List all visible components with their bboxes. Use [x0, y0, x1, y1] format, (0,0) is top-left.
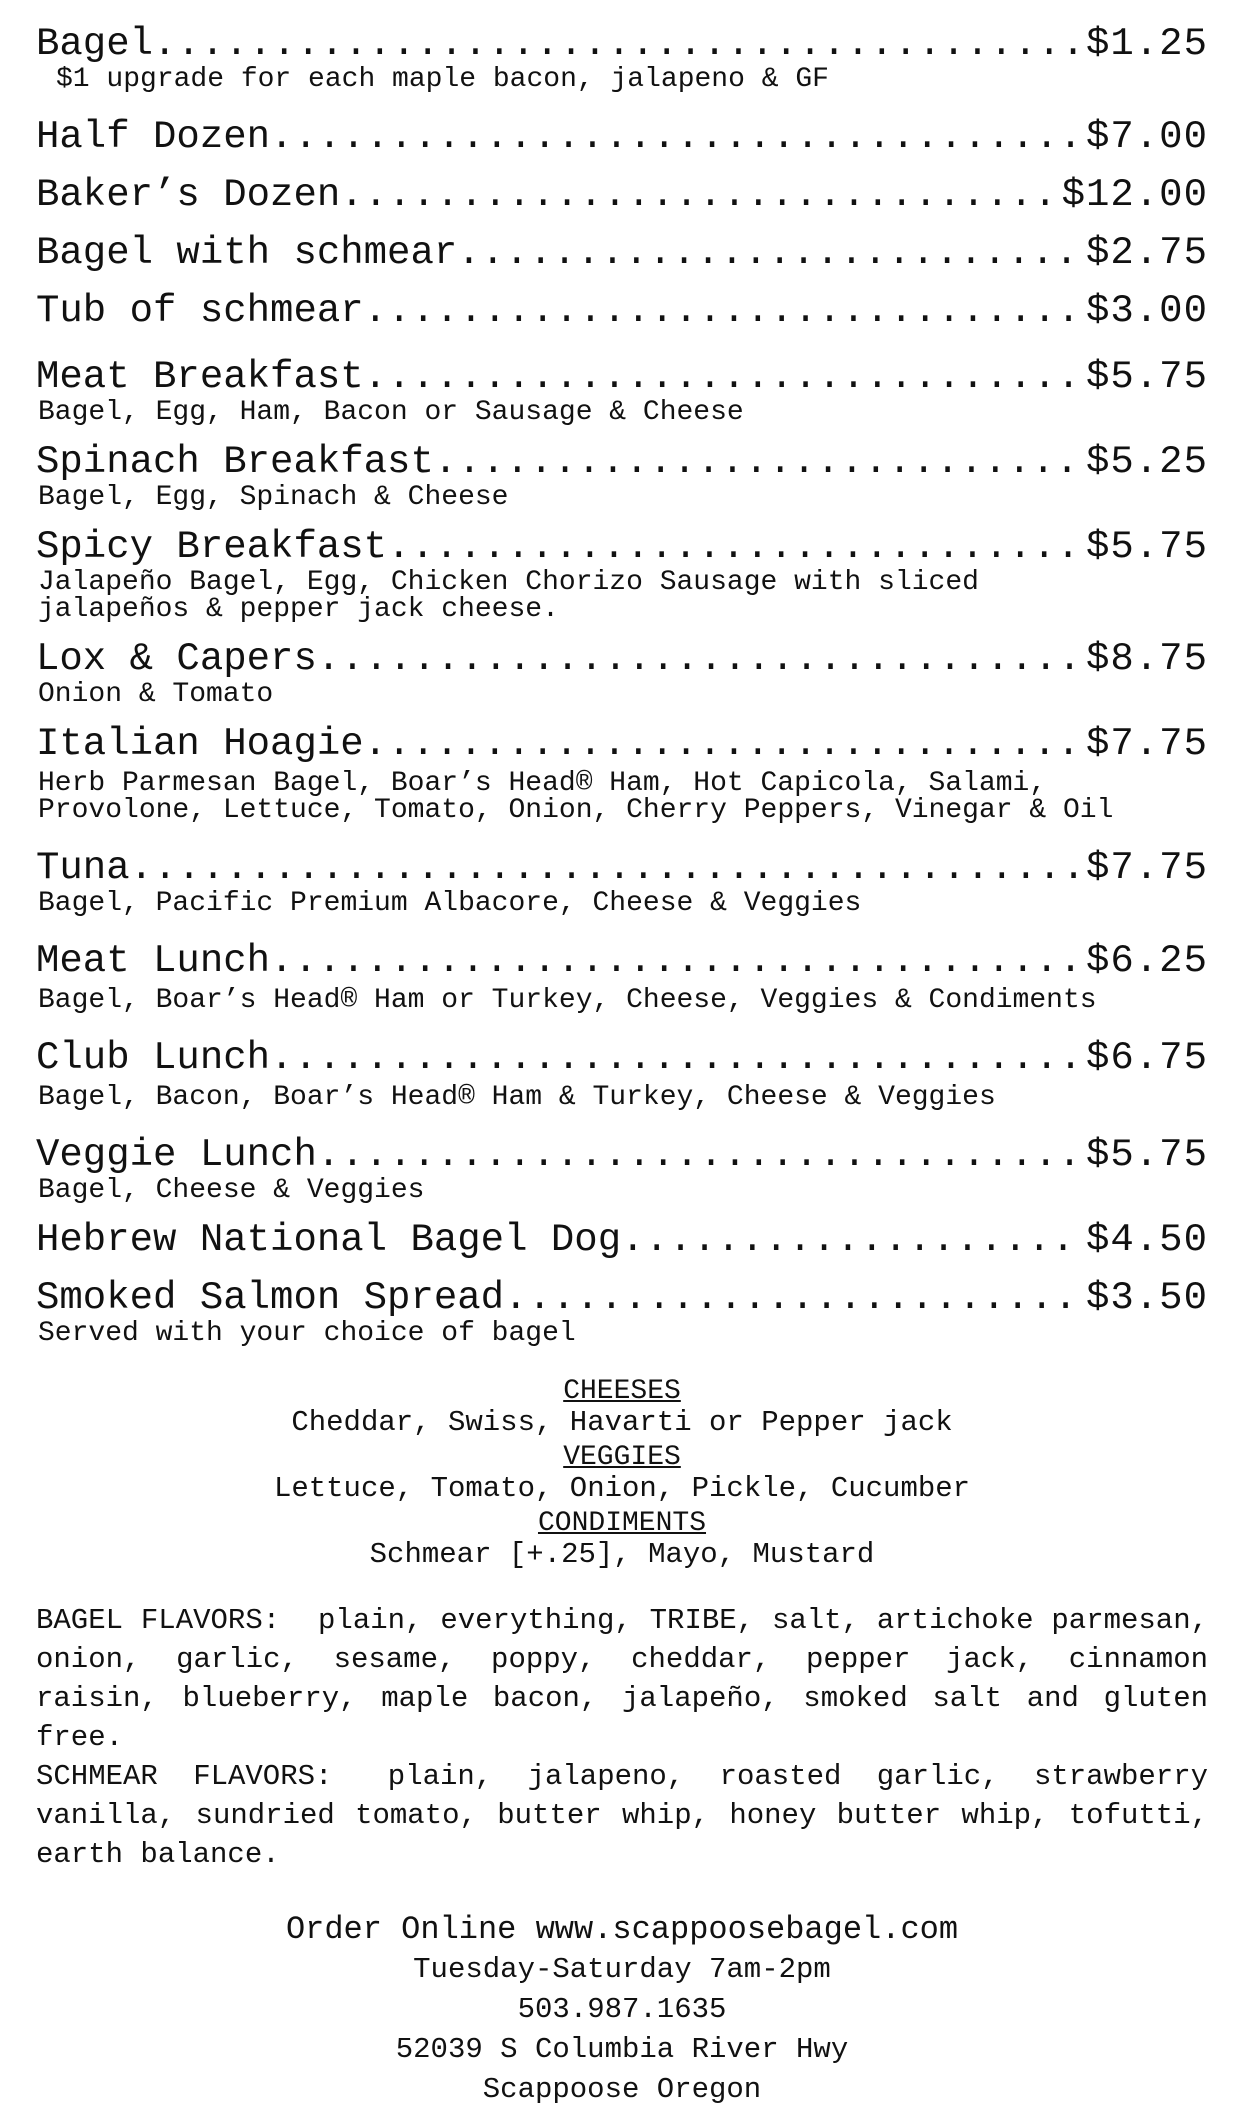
menu-item-bagel-dog: [36, 1218, 1208, 1262]
item-price: $4.50: [1085, 1218, 1208, 1262]
item-price: $3.00: [1085, 289, 1208, 333]
dot-leader: [504, 1276, 1082, 1320]
item-price: $6.75: [1085, 1036, 1208, 1080]
dot-leader: [317, 1133, 1082, 1177]
condiments-heading: CONDIMENTS: [537, 1508, 707, 1539]
veggies-heading: VEGGIES: [563, 1442, 681, 1473]
item-name: Tub of schmear: [36, 289, 364, 333]
item-price: $5.75: [1085, 1133, 1208, 1177]
dot-leader: [457, 231, 1082, 275]
item-description: Bagel, Egg, Ham, Bacon or Sausage & Cheese: [38, 397, 744, 428]
menu-item-tuna: [36, 846, 1208, 917]
item-price: $5.75: [1085, 525, 1208, 569]
dot-leader: [621, 1218, 1082, 1262]
menu-item-bakers-dozen: [36, 173, 1208, 217]
item-name: Club Lunch: [36, 1036, 271, 1080]
phone: 503.987.1635: [517, 1993, 727, 2026]
item-price: $6.25: [1085, 939, 1208, 983]
dot-leader: [364, 355, 1082, 399]
schmear-flavors: [36, 1757, 1208, 1874]
bagel-flavors-list: plain, everything, TRIBE, salt, artichoke parmesan, onion, garlic, sesame, poppy, cheddar, pepper jack, cinnamon raisin, blueberry, maple bacon, jalapeño, smoked salt and gluten free.: [36, 1604, 1209, 1754]
menu-item-bagel-with-schmear: [36, 231, 1208, 275]
item-name: Spinach Breakfast: [36, 440, 434, 484]
options-section: [36, 1377, 1208, 1571]
item-description: Served with your choice of bagel: [38, 1318, 576, 1349]
item-name: Meat Lunch: [36, 939, 271, 983]
dot-leader: [130, 846, 1082, 890]
item-description: $1 upgrade for each maple bacon, jalapeno & GF: [56, 64, 829, 95]
item-name: Half Dozen: [36, 115, 271, 159]
dot-leader: [270, 939, 1082, 983]
menu-item-lox-capers: [36, 637, 1208, 708]
item-description: Jalapeño Bagel, Egg, Chicken Chorizo Sausage with sliced: [38, 567, 979, 598]
item-price: $7.75: [1085, 846, 1208, 890]
hours: Tuesday-Saturday 7am-2pm: [413, 1953, 831, 1986]
dot-leader: [364, 289, 1082, 333]
menu-item-half-dozen: [36, 115, 1208, 159]
veggies-list: Lettuce, Tomato, Onion, Pickle, Cucumber: [273, 1472, 971, 1505]
item-price: $5.75: [1085, 355, 1208, 399]
menu-item-club-lunch: [36, 1036, 1208, 1111]
item-price: $5.25: [1085, 440, 1208, 484]
dot-leader: [387, 525, 1082, 569]
item-price: $2.75: [1085, 231, 1208, 275]
item-description: Bagel, Egg, Spinach & Cheese: [38, 482, 509, 513]
item-name: Tuna: [36, 846, 130, 890]
cheeses-heading: CHEESES: [563, 1376, 681, 1407]
item-description: Onion & Tomato: [38, 679, 274, 710]
item-description: Bagel, Bacon, Boar’s Head® Ham & Turkey, Cheese & Veggies: [38, 1082, 996, 1113]
item-description: Bagel, Pacific Premium Albacore, Cheese & Veggies: [38, 888, 862, 919]
dot-leader: [153, 22, 1082, 66]
item-name: Bagel with schmear: [36, 231, 458, 275]
dot-leader: [364, 722, 1082, 766]
item-price: $8.75: [1085, 637, 1208, 681]
menu-item-bagel: [36, 22, 1208, 93]
item-name: Spicy Breakfast: [36, 525, 388, 569]
dot-leader: [434, 440, 1082, 484]
item-name: Bagel: [36, 22, 154, 66]
item-price: $7.75: [1085, 722, 1208, 766]
item-description: Herb Parmesan Bagel, Boar’s Head® Ham, Hot Capicola, Salami,: [38, 768, 1047, 799]
menu-item-meat-lunch: [36, 939, 1208, 1014]
city: Scappoose Oregon: [482, 2073, 762, 2106]
flavors-section: [36, 1601, 1208, 1874]
item-price: $7.00: [1085, 115, 1208, 159]
item-name: Smoked Salmon Spread: [36, 1276, 505, 1320]
item-description: Bagel, Cheese & Veggies: [38, 1175, 425, 1206]
bagel-flavors: [36, 1601, 1208, 1757]
schmear-flavors-label: SCHMEAR FLAVORS:: [36, 1760, 333, 1793]
menu-item-tub-of-schmear: [36, 289, 1208, 333]
dot-leader: [270, 115, 1082, 159]
dot-leader: [270, 1036, 1082, 1080]
order-online: Order Online www.scappoosebagel.com: [285, 1911, 959, 1948]
dot-leader: [317, 637, 1082, 681]
address: 52039 S Columbia River Hwy: [395, 2033, 849, 2066]
schmear-flavors-list: plain, jalapeno, roasted garlic, strawberry vanilla, sundried tomato, butter whip, honey butter whip, tofutti, earth balance.: [36, 1760, 1208, 1871]
menu-item-italian-hoagie: [36, 722, 1208, 824]
item-name: Baker’s Dozen: [36, 173, 341, 217]
menu-item-meat-breakfast: [36, 355, 1208, 426]
item-price: $1.25: [1085, 22, 1208, 66]
cheeses-list: Cheddar, Swiss, Havarti or Pepper jack: [291, 1406, 953, 1439]
menu-page: [36, 22, 1208, 2110]
item-price: $12.00: [1061, 173, 1208, 217]
item-name: Veggie Lunch: [36, 1133, 317, 1177]
item-name: Lox & Capers: [36, 637, 317, 681]
item-description-line-2: jalapeños & pepper jack cheese.: [38, 594, 559, 625]
menu-item-smoked-salmon-spread: [36, 1276, 1208, 1347]
footer: [36, 1910, 1208, 2110]
item-name: Italian Hoagie: [36, 722, 364, 766]
item-description: Bagel, Boar’s Head® Ham or Turkey, Cheese, Veggies & Condiments: [38, 985, 1097, 1016]
item-name: Hebrew National Bagel Dog: [36, 1218, 622, 1262]
bagel-flavors-label: BAGEL FLAVORS:: [36, 1604, 281, 1637]
menu-item-veggie-lunch: [36, 1133, 1208, 1204]
menu-item-spicy-breakfast: [36, 525, 1208, 623]
item-price: $3.50: [1085, 1276, 1208, 1320]
item-description-line-2: Provolone, Lettuce, Tomato, Onion, Cherry Peppers, Vinegar & Oil: [38, 795, 1114, 826]
condiments-list: Schmear [+.25], Mayo, Mustard: [369, 1538, 875, 1571]
menu-item-spinach-breakfast: [36, 440, 1208, 511]
dot-leader: [340, 173, 1057, 217]
item-name: Meat Breakfast: [36, 355, 364, 399]
